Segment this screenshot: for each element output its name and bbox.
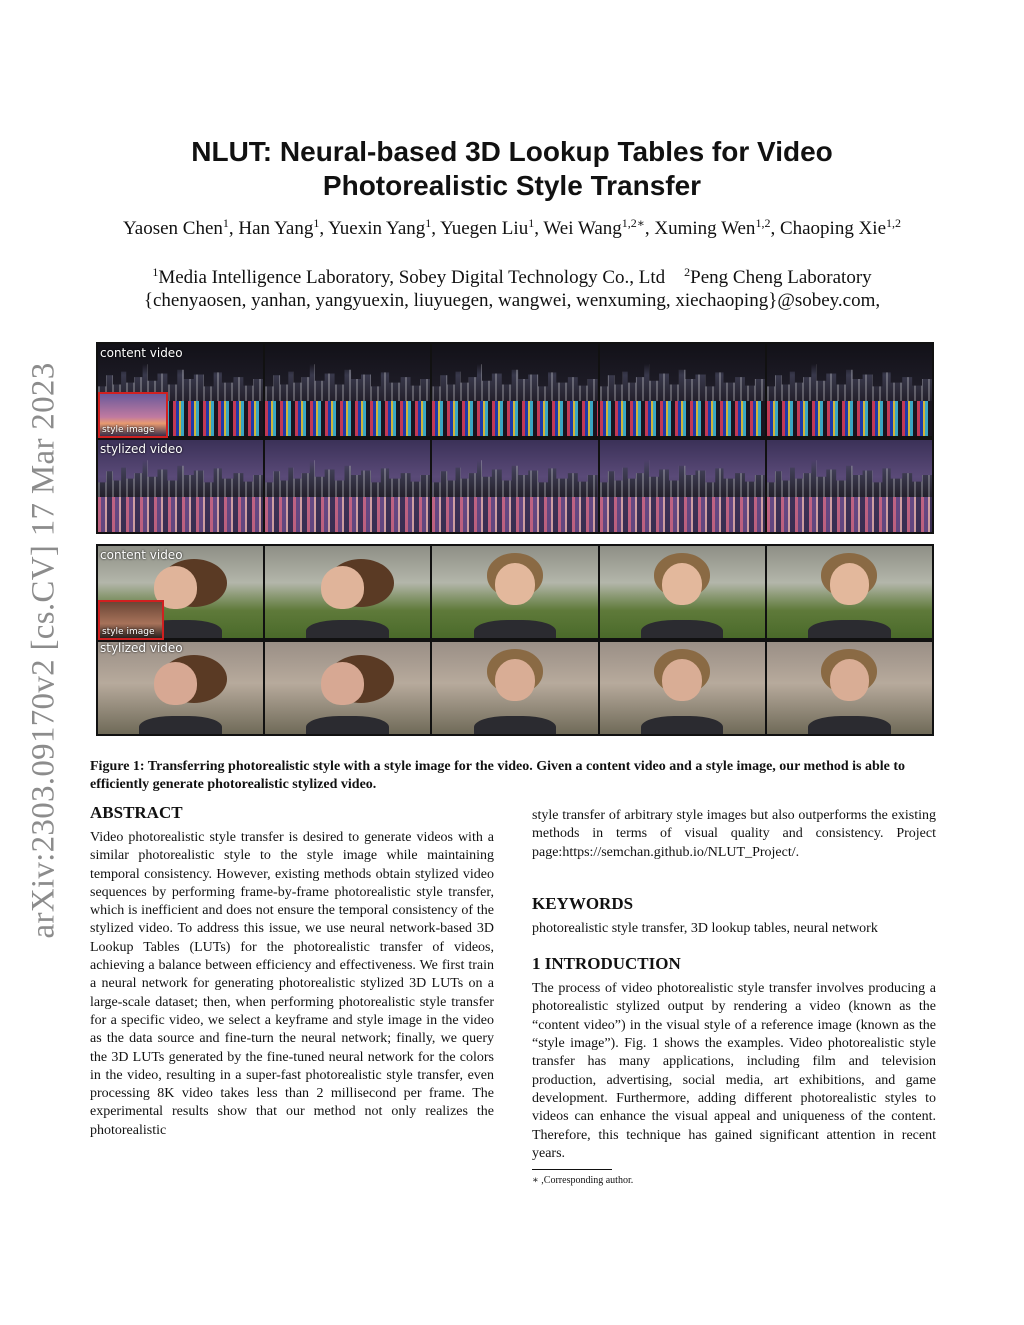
figure-caption: Figure 1: Transferring photorealistic style with a style image for the video. Given a content video and a style image, our method is able to efficiently generate photorealistic stylized video. xyxy=(90,759,906,792)
author-name: Chaoping Xie xyxy=(779,218,887,239)
author-emails: {chenyaosen, yanhan, yangyuexin, liuyuegen, wangwei, wenxuming, xiechaoping}@sobey.com, xyxy=(143,290,881,311)
title-line-2: Photorealistic Style Transfer xyxy=(322,170,702,201)
content-city-frame xyxy=(265,344,430,436)
introduction-text: The process of video photorealistic style transfer involves producing a photorealistic stylized output by rendering a video (known as the “content video”) in the visual style of a reference image (known as the “style image”). Fig. 1 shows the examples. Video photorealistic style transfer has many applications, including film and television production, advertising, social media, art exhibitions, and game development. Furthermore, adding different photorealistic styles to videos can enhance the visual appeal and uniqueness of the content. Therefore, this technique has gained significant attention in recent years. xyxy=(532,981,936,1161)
stylized-video-label: stylized video xyxy=(100,442,183,456)
stylized-portrait-frame xyxy=(767,642,932,734)
affiliation-marker: 2 xyxy=(684,265,691,279)
stylized-portrait-frame xyxy=(98,642,263,734)
author-affiliation-marker: 1,2 xyxy=(755,216,771,230)
abstract-heading: ABSTRACT xyxy=(90,803,183,822)
content-city-frame xyxy=(432,344,597,436)
figure-city-example xyxy=(96,342,934,534)
content-video-label: content video xyxy=(100,346,183,360)
stylized-city-frame xyxy=(600,440,765,532)
affiliations xyxy=(100,266,924,312)
title-line-1: NLUT: Neural-based 3D Lookup Tables for Video xyxy=(191,136,833,167)
portrait-content-row xyxy=(96,544,934,640)
stylized-city-frame xyxy=(767,440,932,532)
keywords-text: photorealistic style transfer, 3D lookup tables, neural network xyxy=(532,920,878,936)
content-video-label: content video xyxy=(100,548,183,562)
affiliation-2: Peng Cheng Laboratory xyxy=(690,267,872,288)
author-affiliation-marker: 1 xyxy=(528,216,535,230)
author-affiliation-marker: 1 xyxy=(222,216,229,230)
content-portrait-frame xyxy=(432,546,597,638)
style-image-label: style image xyxy=(102,627,155,637)
author-name: Yaosen Chen xyxy=(122,218,223,239)
stylized-city-frame xyxy=(265,440,430,532)
paper-title xyxy=(120,135,904,203)
author-name: Xuming Wen xyxy=(654,218,756,239)
right-column xyxy=(532,807,936,1187)
stylized-portrait-frame xyxy=(600,642,765,734)
affiliation-1: Media Intelligence Laboratory, Sobey Digital Technology Co., Ltd xyxy=(158,267,666,288)
affiliation-marker: 1 xyxy=(152,265,159,279)
author-name: Wei Wang xyxy=(543,218,622,239)
author-name: Han Yang xyxy=(238,218,314,239)
style-image-label: style image xyxy=(102,425,155,435)
author-affiliation-marker: 1,2 xyxy=(886,216,902,230)
abstract-text: Video photorealistic style transfer is desired to generate videos with a similar photorealistic style to the style image while maintaining temporal consistency. However, existing methods obtain stylized video sequences by performing frame-by-frame photorealistic style transfer, which is inefficient and does not ensure the temporal consistency of the stylized video. To address this issue, we use neural network-based 3D Lookup Tables (LUTs) for the photorealistic transfer of videos, achieving a balance between efficiency and effectiveness. We first train a neural network for generating photorealistic stylized 3D LUTs on a large-scale dataset; then, when performing photorealistic style transfer for a specific video, we select a keyframe and style image in the video as the data source and fine-turn the neural network; finally, we query the 3D LUTs generated by the fine-tuned neural network for the colors in the video, resulting in a super-fast photorealistic style transfer, even processing 8K video takes less than 2 millisecond per frame. The experimental results show that our method not only realizes the photorealistic xyxy=(90,830,494,1138)
left-column xyxy=(90,803,494,1146)
stylized-video-label: stylized video xyxy=(100,641,183,655)
figure-portrait-example xyxy=(96,544,934,736)
author-list: Yaosen Chen$^1$, Han Yang$^1$, Yuexin Yang$^1$, Yuegen Liu$^1$, Wei Wang$^{1,2∗}$, Xuming Wen$^{1,2}$, Chaoping Xie$^{1,2}$ xyxy=(122,216,902,239)
content-portrait-frame xyxy=(600,546,765,638)
stylized-portrait-frame xyxy=(265,642,430,734)
author-name: Yuexin Yang xyxy=(328,218,426,239)
content-portrait-frame xyxy=(265,546,430,638)
stylized-city-frame xyxy=(432,440,597,532)
author-affiliation-marker: 1,2∗ xyxy=(621,216,645,230)
abstract-continued: style transfer of arbitrary style images but also outperforms the existing methods in terms of visual quality and consistency. Project page:https://semchan.github.io/NLUT_Project/. xyxy=(532,808,936,860)
portrait-style-image xyxy=(98,600,164,640)
author-affiliation-marker: 1 xyxy=(313,216,320,230)
city-content-row xyxy=(96,342,934,438)
city-stylized-row xyxy=(96,438,934,534)
footnote: ∗ ,Corresponding author. xyxy=(532,1175,634,1187)
content-portrait-frame xyxy=(767,546,932,638)
city-style-image xyxy=(98,392,168,438)
content-city-frame xyxy=(767,344,932,436)
author-affiliation-marker: 1 xyxy=(425,216,432,230)
affiliation-line xyxy=(100,266,924,289)
footnote-rule xyxy=(532,1169,612,1170)
introduction-heading: 1 INTRODUCTION xyxy=(532,954,681,974)
keywords-heading: KEYWORDS xyxy=(532,893,634,913)
portrait-stylized-row xyxy=(96,640,934,736)
author-name: Yuegen Liu xyxy=(440,218,529,239)
arxiv-identifier: arXiv:2303.09170v2 [cs.CV] 17 Mar 2023 xyxy=(25,362,62,938)
content-city-frame xyxy=(600,344,765,436)
stylized-portrait-frame xyxy=(432,642,597,734)
